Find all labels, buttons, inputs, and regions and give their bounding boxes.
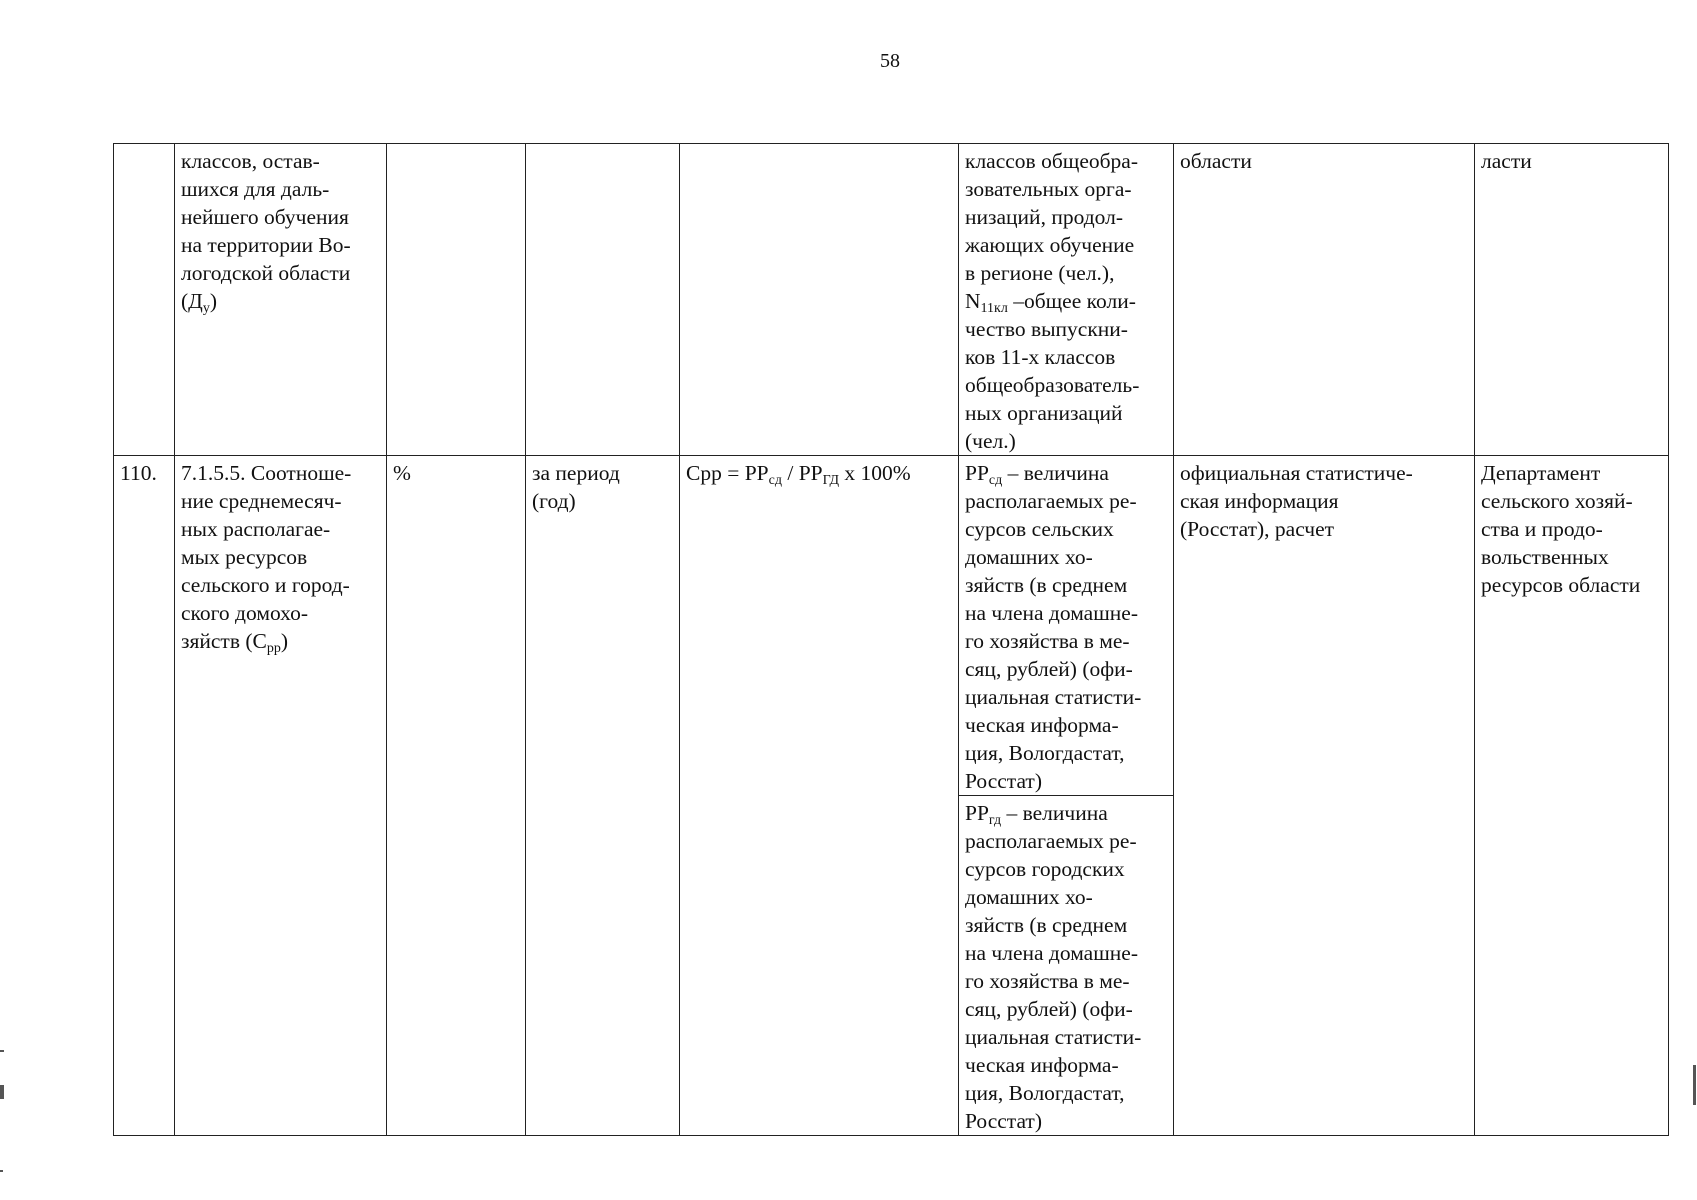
cell-formula: Срр = $РР_{сд} / РР_{ГД}$ х 100% [680, 456, 959, 1136]
scan-mark-left [0, 1085, 4, 1099]
cell-definition-rural: $РР_{сд}$ – величина располагаемых ре- сурсов сельских домашних хо- зяйств (в среднем на члена домашне- го хозяйства в ме- сяц, рублей) (офи- циальная статисти- ческая информа- ция, Вологдастат, Росстат) [959, 456, 1174, 796]
cell-period: за период (год) [526, 456, 680, 1136]
page-number: 58 [880, 50, 900, 72]
cell-definition-urban: $РР_{гд}$ – величина располагаемых ре- сурсов городских домашних хо- зяйств (в среднем на члена домашне- го хозяйства в ме- сяц, рублей) (офи- циальная статисти- ческая информа- ция, Вологдастат, Росстат) [959, 796, 1174, 1136]
cell-number: 110. [114, 456, 175, 1136]
indicators-table [113, 143, 1669, 1136]
cell-number [114, 144, 175, 456]
table-row-110 [114, 456, 1669, 796]
scan-mark-left [0, 1170, 3, 1172]
cell-unit: % [387, 456, 526, 1136]
cell-responsible: Департамент сельского хозяй- ства и продо- вольственных ресурсов области [1475, 456, 1669, 1136]
scan-mark-right [1693, 1065, 1696, 1105]
cell-responsible: ласти [1475, 144, 1669, 456]
scan-mark-left [0, 1050, 4, 1052]
cell-indicator-name: 7.1.5.5. Соотноше- ние среднемесяч- ных располагае- мых ресурсов сельского и город- ского домохо- зяйств $(С_{рр})$ [175, 456, 387, 1136]
cell-unit [387, 144, 526, 456]
table-row-continued [114, 144, 1669, 456]
cell-source: официальная статистиче- ская информация (Росстат), расчет [1174, 456, 1475, 1136]
cell-formula [680, 144, 959, 456]
cell-source: области [1174, 144, 1475, 456]
cell-indicator-name: классов, остав- шихся для даль- нейшего обучения на территории Во- логодской области $(Д_у)$ [175, 144, 387, 456]
cell-period [526, 144, 680, 456]
cell-definitions: классов общеобра- зовательных орга- низаций, продол- жающих обучение в регионе (чел.), $N_{11кл}$ –общее коли- чество выпускни- ков 11-х классов общеобразователь- ных организаций (чел.) [959, 144, 1174, 456]
